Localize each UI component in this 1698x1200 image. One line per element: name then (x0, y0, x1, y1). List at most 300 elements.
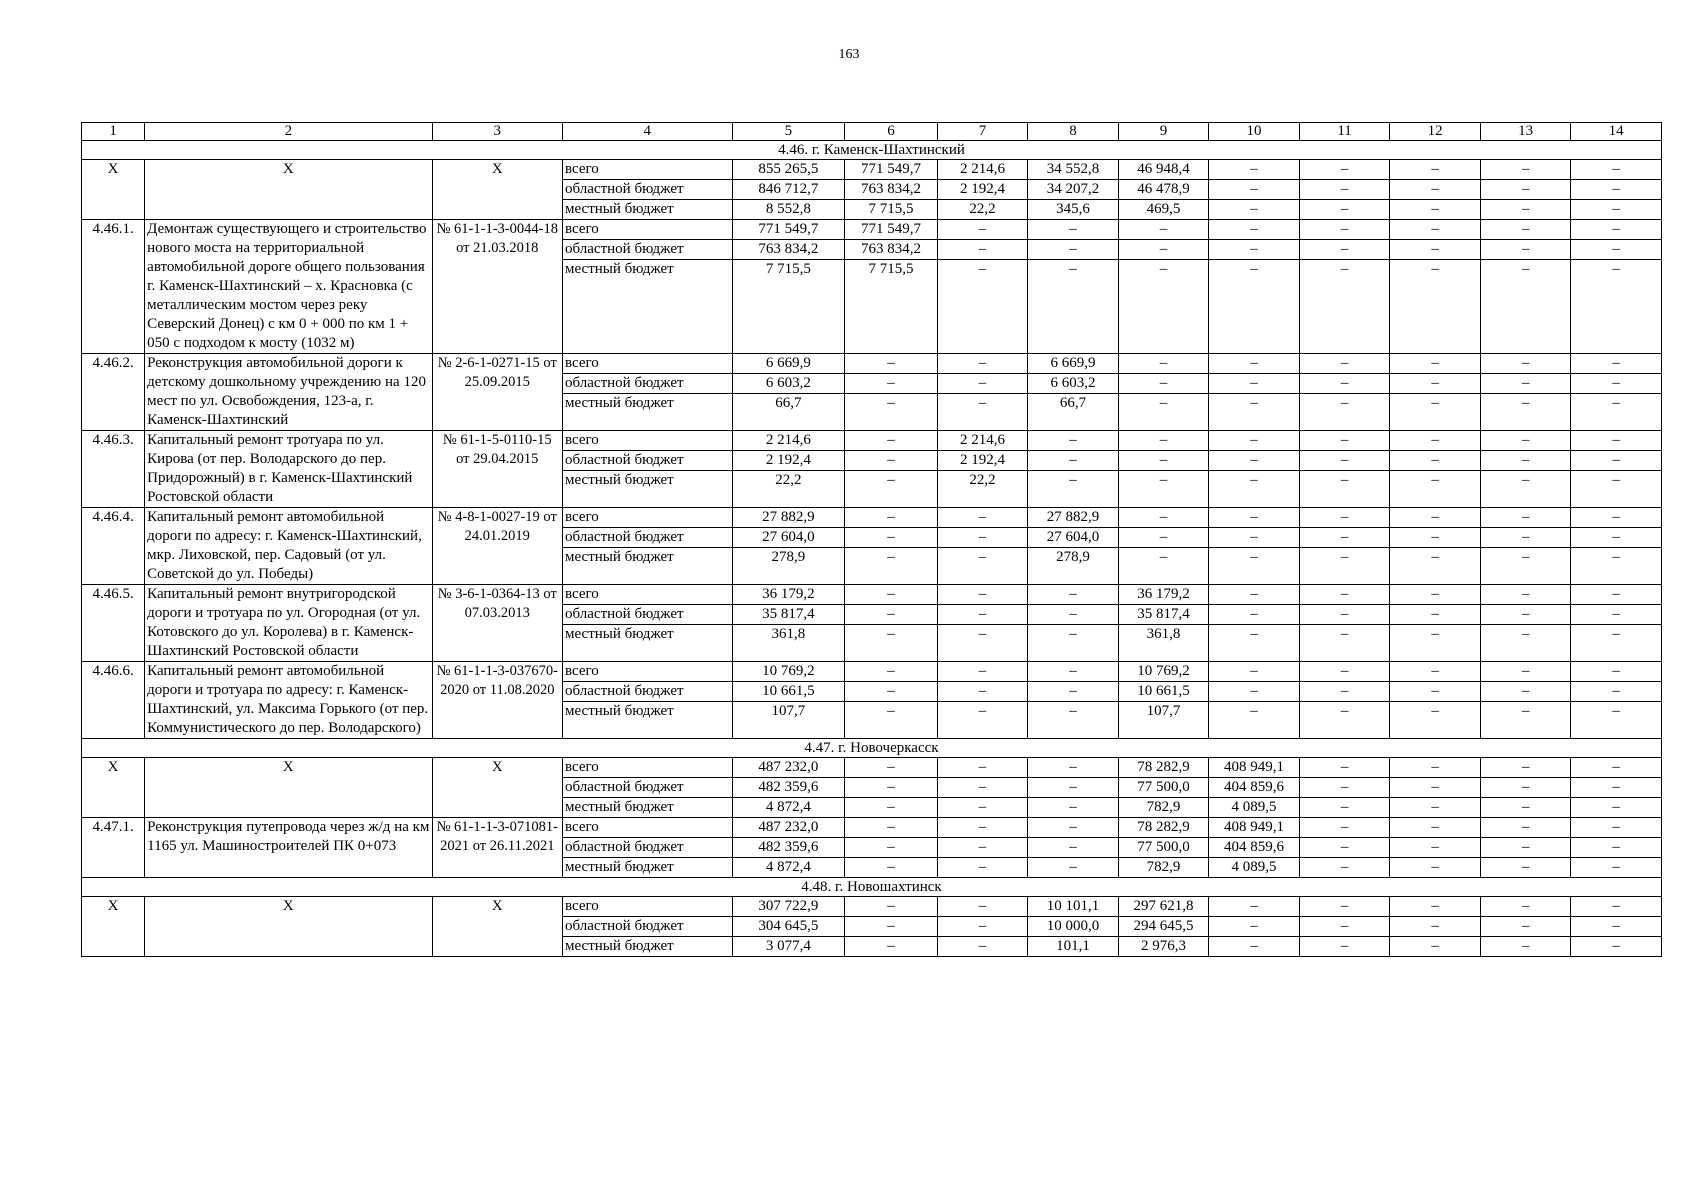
value-cell: – (1209, 180, 1300, 200)
value-cell: 404 859,6 (1209, 778, 1300, 798)
value-cell: – (1299, 180, 1390, 200)
value-cell: – (1480, 702, 1571, 739)
section-title: 4.48. г. Новошахтинск (82, 878, 1662, 897)
budget-source-cell: областной бюджет (563, 778, 732, 798)
budget-source-cell: местный бюджет (563, 548, 732, 585)
value-cell: – (1480, 451, 1571, 471)
value-cell: – (1480, 180, 1571, 200)
budget-source-cell: областной бюджет (563, 682, 732, 702)
value-cell: – (1571, 702, 1662, 739)
value-cell: 2 192,4 (732, 451, 845, 471)
value-cell: – (1299, 758, 1390, 778)
value-cell: – (937, 354, 1028, 374)
budget-source-cell: местный бюджет (563, 260, 732, 354)
value-cell: – (1209, 374, 1300, 394)
value-cell: 27 882,9 (1028, 508, 1119, 528)
value-cell: 107,7 (732, 702, 845, 739)
value-cell: – (845, 374, 938, 394)
value-cell: – (1118, 471, 1209, 508)
value-cell: 2 214,6 (937, 431, 1028, 451)
value-cell: – (1390, 240, 1481, 260)
column-header: 11 (1299, 123, 1390, 141)
value-cell: – (1209, 528, 1300, 548)
value-cell: – (1571, 220, 1662, 240)
value-cell: – (1299, 508, 1390, 528)
value-cell: 846 712,7 (732, 180, 845, 200)
value-cell: – (1571, 778, 1662, 798)
value-cell: – (1480, 818, 1571, 838)
value-cell: – (1390, 220, 1481, 240)
value-cell: – (1209, 897, 1300, 917)
value-cell: 7 715,5 (845, 260, 938, 354)
value-cell: – (937, 917, 1028, 937)
value-cell: 46 478,9 (1118, 180, 1209, 200)
value-cell: 278,9 (1028, 548, 1119, 585)
value-cell: – (1209, 585, 1300, 605)
value-cell: 77 500,0 (1118, 778, 1209, 798)
value-cell: – (1209, 662, 1300, 682)
value-cell: – (1571, 180, 1662, 200)
value-cell: 297 621,8 (1118, 897, 1209, 917)
value-cell: 22,2 (937, 471, 1028, 508)
value-cell: – (1390, 798, 1481, 818)
contract-number: № 3-6-1-0364-13 от 07.03.2013 (432, 585, 563, 662)
budget-source-cell: местный бюджет (563, 702, 732, 739)
value-cell: 2 192,4 (937, 180, 1028, 200)
value-cell: – (937, 508, 1028, 528)
value-cell: 10 661,5 (1118, 682, 1209, 702)
value-cell: – (1390, 160, 1481, 180)
value-cell: – (1390, 662, 1481, 682)
value-cell: – (845, 937, 938, 957)
value-cell: – (1390, 451, 1481, 471)
value-cell: – (1028, 431, 1119, 451)
value-cell: 36 179,2 (732, 585, 845, 605)
value-cell: – (1299, 778, 1390, 798)
column-header: 13 (1480, 123, 1571, 141)
value-cell: 77 500,0 (1118, 838, 1209, 858)
value-cell: 782,9 (1118, 858, 1209, 878)
value-cell: – (1571, 858, 1662, 878)
value-cell: – (1390, 508, 1481, 528)
value-cell: – (1028, 818, 1119, 838)
value-cell: – (845, 625, 938, 662)
value-cell: 6 603,2 (1028, 374, 1119, 394)
value-cell: – (1028, 585, 1119, 605)
value-cell: 10 769,2 (732, 662, 845, 682)
budget-table (81, 122, 1662, 957)
value-cell: – (1028, 625, 1119, 662)
value-cell: – (1480, 394, 1571, 431)
item-code: 4.46.4. (82, 508, 145, 585)
value-cell: – (845, 702, 938, 739)
budget-source-cell: всего (563, 508, 732, 528)
value-cell: – (1390, 354, 1481, 374)
value-cell: – (1480, 662, 1571, 682)
contract-number: № 2-6-1-0271-15 от 25.09.2015 (432, 354, 563, 431)
column-header: 9 (1118, 123, 1209, 141)
section-title: 4.47. г. Новочеркасск (82, 739, 1662, 758)
value-cell: – (1390, 200, 1481, 220)
item-row (82, 508, 1662, 528)
section-title: 4.46. г. Каменск-Шахтинский (82, 141, 1662, 160)
value-cell: – (1390, 838, 1481, 858)
value-cell: 2 192,4 (937, 451, 1028, 471)
value-cell: 771 549,7 (845, 220, 938, 240)
item-code: Х (82, 758, 145, 818)
value-cell: 294 645,5 (1118, 917, 1209, 937)
column-header: 5 (732, 123, 845, 141)
column-header: 14 (1571, 123, 1662, 141)
value-cell: 78 282,9 (1118, 818, 1209, 838)
value-cell: – (1390, 682, 1481, 702)
value-cell: 4 872,4 (732, 858, 845, 878)
value-cell: 307 722,9 (732, 897, 845, 917)
item-row (82, 431, 1662, 451)
value-cell: 107,7 (1118, 702, 1209, 739)
value-cell: – (1299, 394, 1390, 431)
value-cell: – (1390, 758, 1481, 778)
value-cell: – (1390, 180, 1481, 200)
value-cell: – (1571, 917, 1662, 937)
value-cell: – (1209, 625, 1300, 662)
value-cell: – (937, 240, 1028, 260)
value-cell: – (845, 662, 938, 682)
value-cell: – (1118, 354, 1209, 374)
item-row (82, 662, 1662, 682)
value-cell: 782,9 (1118, 798, 1209, 818)
value-cell: – (937, 374, 1028, 394)
value-cell: – (1390, 548, 1481, 585)
value-cell: – (1571, 625, 1662, 662)
value-cell: – (1480, 838, 1571, 858)
value-cell: 27 604,0 (732, 528, 845, 548)
column-header: 2 (145, 123, 432, 141)
value-cell: – (1571, 528, 1662, 548)
total-row (82, 897, 1662, 917)
value-cell: 2 214,6 (732, 431, 845, 451)
value-cell: 2 214,6 (937, 160, 1028, 180)
value-cell: 22,2 (937, 200, 1028, 220)
value-cell: – (1480, 778, 1571, 798)
budget-source-cell: всего (563, 662, 732, 682)
value-cell: – (845, 897, 938, 917)
value-cell: – (937, 778, 1028, 798)
contract-number: № 61-1-5-0110-15 от 29.04.2015 (432, 431, 563, 508)
value-cell: – (845, 758, 938, 778)
value-cell: – (937, 798, 1028, 818)
value-cell: – (937, 818, 1028, 838)
item-code: 4.46.6. (82, 662, 145, 739)
value-cell: – (1480, 354, 1571, 374)
value-cell: – (1299, 682, 1390, 702)
value-cell: – (1209, 605, 1300, 625)
value-cell: 10 000,0 (1028, 917, 1119, 937)
value-cell: – (1299, 220, 1390, 240)
value-cell: 487 232,0 (732, 818, 845, 838)
value-cell: – (1209, 471, 1300, 508)
value-cell: – (1028, 260, 1119, 354)
value-cell: 6 603,2 (732, 374, 845, 394)
value-cell: – (1209, 431, 1300, 451)
value-cell: – (1390, 528, 1481, 548)
value-cell: – (1390, 431, 1481, 451)
contract-number: № 61-1-1-3-0044-18 от 21.03.2018 (432, 220, 563, 354)
budget-source-cell: местный бюджет (563, 937, 732, 957)
value-cell: – (1118, 528, 1209, 548)
value-cell: – (1390, 937, 1481, 957)
column-header: 4 (563, 123, 732, 141)
section-header-row (82, 878, 1662, 897)
value-cell: – (1390, 585, 1481, 605)
item-row (82, 818, 1662, 838)
value-cell: – (1209, 682, 1300, 702)
budget-source-cell: всего (563, 220, 732, 240)
value-cell: – (1028, 778, 1119, 798)
value-cell: – (1571, 897, 1662, 917)
value-cell: – (1571, 758, 1662, 778)
value-cell: 27 882,9 (732, 508, 845, 528)
column-header: 6 (845, 123, 938, 141)
value-cell: – (1299, 937, 1390, 957)
value-cell: – (1209, 451, 1300, 471)
value-cell: – (845, 818, 938, 838)
budget-source-cell: областной бюджет (563, 374, 732, 394)
column-header: 3 (432, 123, 563, 141)
budget-source-cell: областной бюджет (563, 528, 732, 548)
item-description: Капитальный ремонт внутригородской дороги и тротуара по ул. Огородная (от ул. Котовского до ул. Королева) в г. Каменск-Шахтинский Ростовской области (145, 585, 432, 662)
value-cell: – (1028, 858, 1119, 878)
value-cell: – (1390, 897, 1481, 917)
value-cell: – (1299, 451, 1390, 471)
budget-source-cell: областной бюджет (563, 917, 732, 937)
value-cell: – (1390, 858, 1481, 878)
value-cell: 771 549,7 (732, 220, 845, 240)
value-cell: – (1299, 471, 1390, 508)
value-cell: – (845, 838, 938, 858)
value-cell: – (845, 471, 938, 508)
budget-source-cell: областной бюджет (563, 180, 732, 200)
item-code: 4.46.5. (82, 585, 145, 662)
value-cell: – (1390, 471, 1481, 508)
value-cell: – (1118, 260, 1209, 354)
value-cell: – (1028, 758, 1119, 778)
value-cell: 7 715,5 (732, 260, 845, 354)
value-cell: – (845, 585, 938, 605)
budget-source-cell: всего (563, 758, 732, 778)
value-cell: – (845, 798, 938, 818)
value-cell: – (1480, 625, 1571, 662)
value-cell: 408 949,1 (1209, 758, 1300, 778)
value-cell: – (1118, 374, 1209, 394)
item-description: Х (145, 160, 432, 220)
value-cell: – (845, 917, 938, 937)
value-cell: – (845, 858, 938, 878)
budget-source-cell: местный бюджет (563, 858, 732, 878)
budget-source-cell: местный бюджет (563, 625, 732, 662)
value-cell: – (1209, 200, 1300, 220)
value-cell: – (1480, 431, 1571, 451)
value-cell: – (1390, 778, 1481, 798)
value-cell: 304 645,5 (732, 917, 845, 937)
value-cell: – (1299, 374, 1390, 394)
value-cell: – (937, 260, 1028, 354)
value-cell: – (1118, 431, 1209, 451)
value-cell: 763 834,2 (845, 240, 938, 260)
value-cell: – (1299, 528, 1390, 548)
value-cell: 10 769,2 (1118, 662, 1209, 682)
value-cell: – (1571, 260, 1662, 354)
value-cell: – (1571, 682, 1662, 702)
value-cell: – (1480, 160, 1571, 180)
value-cell: 4 872,4 (732, 798, 845, 818)
table-body (82, 123, 1662, 957)
value-cell: – (937, 682, 1028, 702)
value-cell: – (1028, 798, 1119, 818)
value-cell: – (1480, 528, 1571, 548)
contract-number: Х (432, 160, 563, 220)
value-cell: – (1299, 548, 1390, 585)
value-cell: – (1480, 758, 1571, 778)
value-cell: – (1299, 585, 1390, 605)
value-cell: – (937, 897, 1028, 917)
value-cell: 22,2 (732, 471, 845, 508)
budget-source-cell: местный бюджет (563, 394, 732, 431)
value-cell: – (1480, 260, 1571, 354)
value-cell: – (1390, 374, 1481, 394)
value-cell: – (1390, 625, 1481, 662)
budget-source-cell: областной бюджет (563, 605, 732, 625)
section-header-row (82, 739, 1662, 758)
value-cell: – (1299, 625, 1390, 662)
value-cell: 3 077,4 (732, 937, 845, 957)
value-cell: – (1571, 431, 1662, 451)
value-cell: – (1480, 605, 1571, 625)
item-code: 4.46.1. (82, 220, 145, 354)
value-cell: 763 834,2 (732, 240, 845, 260)
value-cell: – (1480, 937, 1571, 957)
value-cell: – (1571, 354, 1662, 374)
value-cell: – (1571, 200, 1662, 220)
value-cell: – (1480, 200, 1571, 220)
item-description: Реконструкция автомобильной дороги к детскому дошкольному учреждению на 120 мест по ул. Освобождения, 123-а, г. Каменск-Шахтинский (145, 354, 432, 431)
value-cell: – (845, 778, 938, 798)
value-cell: – (1299, 702, 1390, 739)
value-cell: – (1209, 937, 1300, 957)
item-description: Капитальный ремонт тротуара по ул. Кирова (от пер. Володарского до пер. Придорожный) в г. Каменск-Шахтинский Ростовской области (145, 431, 432, 508)
value-cell: – (1480, 798, 1571, 818)
value-cell: – (1571, 508, 1662, 528)
value-cell: – (1028, 451, 1119, 471)
value-cell: 101,1 (1028, 937, 1119, 957)
value-cell: – (1571, 451, 1662, 471)
item-code: Х (82, 160, 145, 220)
value-cell: 6 669,9 (732, 354, 845, 374)
value-cell: 408 949,1 (1209, 818, 1300, 838)
value-cell: – (1571, 240, 1662, 260)
value-cell: – (1299, 858, 1390, 878)
value-cell: – (937, 528, 1028, 548)
item-row (82, 354, 1662, 374)
value-cell: 27 604,0 (1028, 528, 1119, 548)
total-row (82, 160, 1662, 180)
value-cell: 7 715,5 (845, 200, 938, 220)
column-header: 1 (82, 123, 145, 141)
value-cell: 36 179,2 (1118, 585, 1209, 605)
value-cell: – (1028, 838, 1119, 858)
value-cell: – (1299, 798, 1390, 818)
value-cell: – (1209, 220, 1300, 240)
value-cell: – (1390, 394, 1481, 431)
value-cell: 2 976,3 (1118, 937, 1209, 957)
value-cell: – (1209, 394, 1300, 431)
value-cell: – (937, 220, 1028, 240)
value-cell: – (1571, 818, 1662, 838)
value-cell: 361,8 (732, 625, 845, 662)
value-cell: – (845, 508, 938, 528)
value-cell: – (1209, 260, 1300, 354)
value-cell: – (1571, 160, 1662, 180)
value-cell: – (937, 625, 1028, 662)
value-cell: – (937, 662, 1028, 682)
item-description: Реконструкция путепровода через ж/д на км 1165 ул. Машиностроителей ПК 0+073 (145, 818, 432, 878)
value-cell: – (1299, 354, 1390, 374)
item-row (82, 220, 1662, 240)
value-cell: 6 669,9 (1028, 354, 1119, 374)
value-cell: – (1028, 471, 1119, 508)
value-cell: – (1028, 682, 1119, 702)
value-cell: – (1028, 662, 1119, 682)
value-cell: – (1480, 917, 1571, 937)
item-description: Х (145, 758, 432, 818)
value-cell: 482 359,6 (732, 838, 845, 858)
value-cell: – (1209, 240, 1300, 260)
budget-source-cell: областной бюджет (563, 240, 732, 260)
value-cell: – (1299, 240, 1390, 260)
budget-source-cell: местный бюджет (563, 471, 732, 508)
value-cell: 10 101,1 (1028, 897, 1119, 917)
value-cell: – (845, 354, 938, 374)
column-header: 10 (1209, 123, 1300, 141)
value-cell: – (845, 548, 938, 585)
value-cell: – (1299, 160, 1390, 180)
item-code: 4.47.1. (82, 818, 145, 878)
value-cell: 771 549,7 (845, 160, 938, 180)
budget-source-cell: всего (563, 585, 732, 605)
value-cell: 4 089,5 (1209, 858, 1300, 878)
value-cell: 35 817,4 (1118, 605, 1209, 625)
value-cell: – (1480, 508, 1571, 528)
value-cell: – (1209, 548, 1300, 585)
value-cell: – (1028, 220, 1119, 240)
value-cell: 487 232,0 (732, 758, 845, 778)
value-cell: – (1480, 548, 1571, 585)
value-cell: – (937, 858, 1028, 878)
contract-number: № 61-1-1-3-071081-2021 от 26.11.2021 (432, 818, 563, 878)
value-cell: – (1299, 260, 1390, 354)
budget-source-cell: всего (563, 160, 732, 180)
value-cell: 4 089,5 (1209, 798, 1300, 818)
value-cell: – (1028, 702, 1119, 739)
value-cell: – (1299, 662, 1390, 682)
budget-source-cell: всего (563, 897, 732, 917)
value-cell: – (1480, 682, 1571, 702)
contract-number: Х (432, 897, 563, 957)
value-cell: 404 859,6 (1209, 838, 1300, 858)
column-number-header-row (82, 123, 1662, 141)
value-cell: 66,7 (732, 394, 845, 431)
value-cell: – (1390, 260, 1481, 354)
